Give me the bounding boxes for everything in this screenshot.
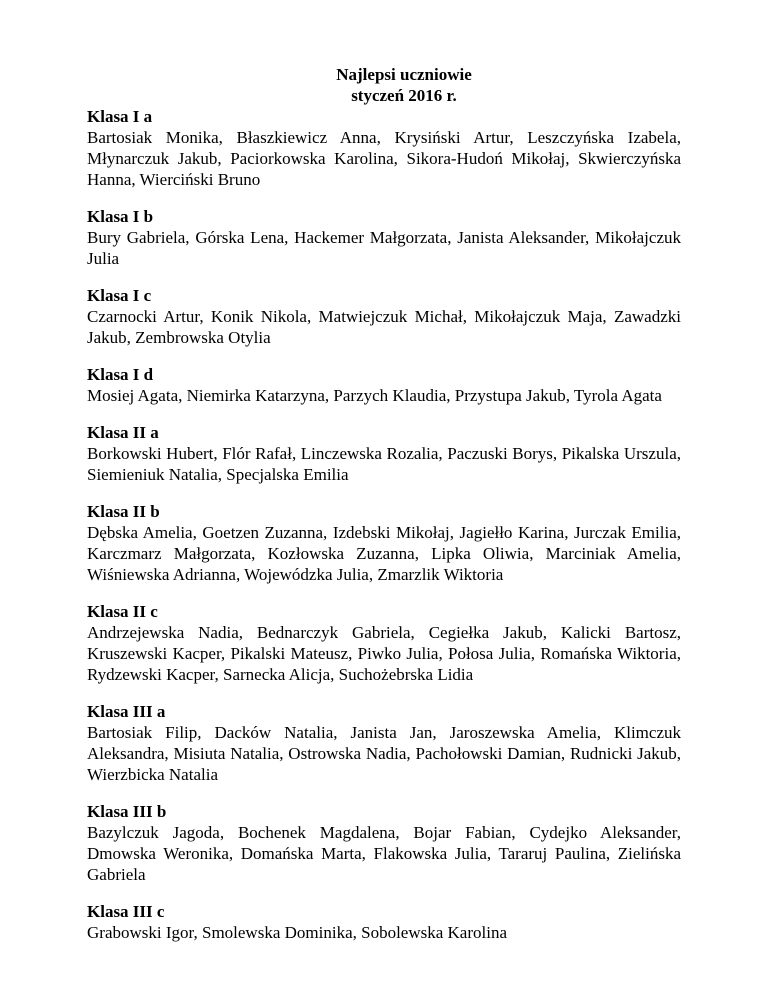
- class-heading: Klasa II a: [87, 423, 159, 442]
- class-heading: Klasa II c: [87, 602, 158, 621]
- student-list: Grabowski Igor, Smolewska Dominika, Sobolewska Karolina: [87, 923, 508, 942]
- student-list: Andrzejewska Nadia, Bednarczyk Gabriela, Cegiełka Jakub, Kalicki Bartosz, Kruszewski Kacper, Pikalski Mateusz, Piwko Julia, Połosa Julia, Romańska Wiktoria, Rydzewski Kacper, Sarnecka Alicja, Suchożebrska Lidia: [87, 623, 681, 684]
- student-list: Bury Gabriela, Górska Lena, Hackemer Małgorzata, Janista Aleksander, Mikołajczuk Julia: [87, 228, 681, 268]
- student-list: Bazylczuk Jagoda, Bochenek Magdalena, Bojar Fabian, Cydejko Aleksander, Dmowska Weronika, Domańska Marta, Flakowska Julia, Tararuj Paulina, Zielińska Gabriela: [87, 823, 681, 884]
- document-subtitle: styczeń 2016 r.: [351, 86, 457, 105]
- class-heading: Klasa III b: [87, 802, 167, 821]
- document-title: Najlepsi uczniowie: [336, 65, 472, 84]
- document-page: [87, 64, 681, 959]
- class-section-1c: [87, 285, 681, 348]
- class-heading: Klasa I c: [87, 286, 152, 305]
- class-section-2b: [87, 501, 681, 585]
- class-section-3a: [87, 701, 681, 785]
- student-list: Bartosiak Monika, Błaszkiewicz Anna, Krysiński Artur, Leszczyńska Izabela, Młynarczuk Jakub, Paciorkowska Karolina, Sikora-Hudoń Mikołaj, Skwierczyńska Hanna, Wierciński Bruno: [87, 128, 681, 189]
- student-list: Czarnocki Artur, Konik Nikola, Matwiejczuk Michał, Mikołajczuk Maja, Zawadzki Jakub, Zembrowska Otylia: [87, 307, 681, 347]
- student-list: Bartosiak Filip, Dacków Natalia, Janista Jan, Jaroszewska Amelia, Klimczuk Aleksandra, Misiuta Natalia, Ostrowska Nadia, Pachołowski Damian, Rudnicki Jakub, Wierzbicka Natalia: [87, 723, 681, 784]
- class-heading: Klasa III a: [87, 702, 166, 721]
- title-block: [127, 64, 681, 106]
- class-heading: Klasa I b: [87, 207, 154, 226]
- class-section-3c: [87, 901, 681, 943]
- class-section-2a: [87, 422, 681, 485]
- class-heading: Klasa I a: [87, 107, 153, 126]
- class-heading: Klasa II b: [87, 502, 160, 521]
- class-section-1d: [87, 364, 681, 406]
- class-section-3b: [87, 801, 681, 885]
- student-list: Dębska Amelia, Goetzen Zuzanna, Izdebski Mikołaj, Jagiełło Karina, Jurczak Emilia, Karczmarz Małgorzata, Kozłowska Zuzanna, Lipka Oliwia, Marciniak Amelia, Wiśniewska Adrianna, Wojewódzka Julia, Zmarzlik Wiktoria: [87, 523, 681, 584]
- student-list: Mosiej Agata, Niemirka Katarzyna, Parzych Klaudia, Przystupa Jakub, Tyrola Agata: [87, 386, 662, 405]
- class-section-1a: [87, 106, 681, 190]
- class-heading: Klasa III c: [87, 902, 165, 921]
- class-heading: Klasa I d: [87, 365, 154, 384]
- class-section-1b: [87, 206, 681, 269]
- student-list: Borkowski Hubert, Flór Rafał, Linczewska Rozalia, Paczuski Borys, Pikalska Urszula, Siemieniuk Natalia, Specjalska Emilia: [87, 444, 681, 484]
- class-section-2c: [87, 601, 681, 685]
